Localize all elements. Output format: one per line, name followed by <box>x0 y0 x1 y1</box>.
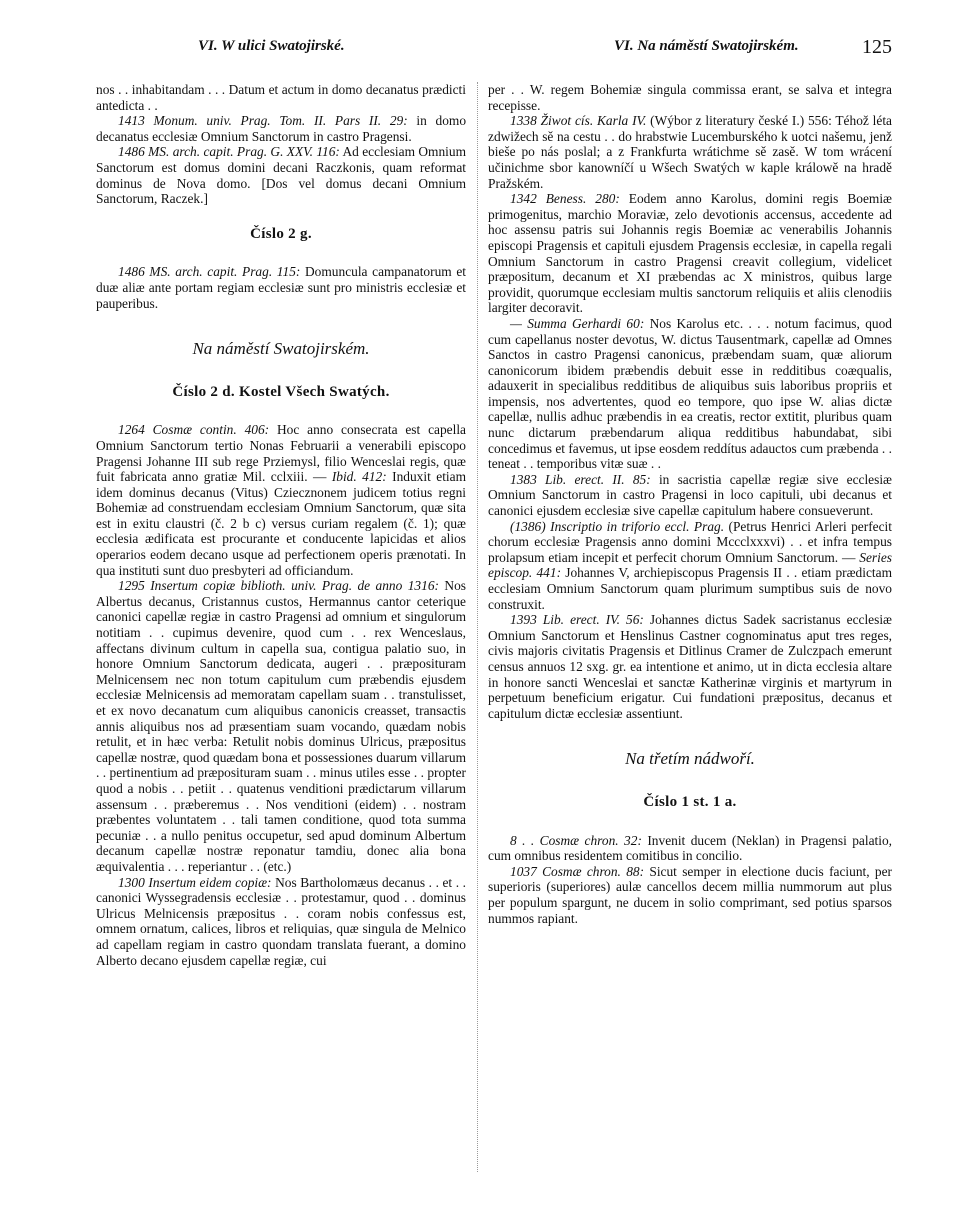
section-heading: Na třetím nádwoří. <box>625 749 755 769</box>
paragraph: 1300 Insertum eidem copiæ: Nos Bartholomæus decanus . . et . . canonici Wyssegradensis ecclesiæ . . protestamur, quod . . dominus Ulricus Melnicensis præpositus . . coram nobis confessus est, omnem ornatum, calices, libros et reliquias, quæ singula de Melnico ad capellam regiam in castro quondam translata fuerant, a domino Alberto decano ejusdem capellæ regiæ, cui <box>96 874 466 968</box>
paragraph: (1386) Inscriptio in triforio eccl. Prag. (Petrus Henrici Arleri perfecit chorum ecclesiæ Pragensis anno domini Mccclxxxvi) . . et infra tempus prolapsum etiam incepit et perfecit chorum Omnium Sanctorum. — Series episcop. 441: Johannes V, archiepiscopus Pragensis II . . etiam prædictam ecclesiam Omnium Sanctorum quam plurimum sumptibus suis de novo construxit. <box>488 518 892 612</box>
paragraph: per . . W. regem Bohemiæ singula commissa erant, se salva et integra recepisse. <box>488 82 892 113</box>
paragraph: 1383 Lib. erect. II. 85: in sacristia capellæ regiæ sive ecclesiæ Omnium Sanctorum in castro Pragensi in loco capituli, ubi decanus et canonici ejusdem ecclesiæ sive capellæ capitulum habere consueverunt. <box>488 471 892 519</box>
source-citation: (1386) Inscriptio in triforio eccl. Prag. <box>510 518 725 534</box>
source-citation: 1413 Monum. univ. Prag. Tom. II. Pars II. 29: <box>118 113 408 129</box>
page-number: 125 <box>862 36 892 58</box>
source-citation: 1486 MS. arch. capit. Prag. G. XXV. 116: <box>118 144 340 160</box>
left-column <box>96 82 466 968</box>
running-header-right: VI. Na náměstí Swatojirském. <box>614 38 799 54</box>
running-header-left: VI. W ulici Swatojirské. <box>198 38 345 54</box>
paragraph: 1037 Cosmæ chron. 88: Sicut semper in electione ducis faciunt, per superioris (superiores) aulæ cancellos decem millia nummorum aut plus per populum spargunt, ne ducem in solio comprimant, sed potius sparsos nummos rapiant. <box>488 863 892 926</box>
section-number-heading: Číslo 2 d. Kostel Všech Swatých. <box>172 383 390 400</box>
paragraph: 1486 MS. arch. capit. Prag. G. XXV. 116: Ad ecclesiam Omnium Sanctorum est domus domini decani Raczkonis, quam reformat dominus de Nova domo. [Dos vel domus decani Omnium Sanctorum, Raczek.] <box>96 144 466 207</box>
section-heading: Na náměstí Swatojirském. <box>192 339 370 359</box>
source-citation: 1383 Lib. erect. II. 85: <box>510 471 651 487</box>
paragraph: 1264 Cosmæ contin. 406: Hoc anno consecrata est capella Omnium Sanctorum tertio Nonas Februarii a venerabili episcopo Pragensi Johanne III sub rege Przіemysl, filio Wenceslai regis, quæ fuit fabricata anno gratiæ Mil. cclxiii. — Ibid. 412: Induxit etiam idem dominus decanus (Vitus) Cziecznonem judicem totius regni Bohemiæ ad construendam ecclesiam Omnium Sanctorum, quæ sita est in exitu claustri (č. 2 b c) versus curiam regalem (č. 1); quæ ecclesia ædificata est procurante et conducente lapicidas et alios operarios eodem decano usque ad perfectionem operis prænotati. In qua instituti sunt duo presbyteri ad officiandum. <box>96 422 466 578</box>
paragraph: 1342 Beness. 280: Eodem anno Karolus, domini regis Boemiæ primogenitus, marchio Moraviæ, zelo devotionis accensus, accedente ad hoc assensu patris sui Johannis regis Boemiæ ac venerabilis Johannis episcopi Pragensis et capituli ejusdem Pragensis ecclesiæ, in capella regali Omnium Sanctorum in castro Pragensi creavit collegium, videlicet præpositum, decanum et XI præbendas ac X ministros, quibus large providit, quorumque ecclesiam multis sanctorum reliquiis et aliis clenodiis largiter decoravit. <box>488 191 892 316</box>
source-citation: 8 . . Cosmæ chron. 32: <box>510 832 642 848</box>
source-citation: 1295 Insertum copiæ biblioth. univ. Prag. de anno 1316: <box>118 578 439 594</box>
right-column <box>488 82 892 926</box>
paragraph: 1413 Monum. univ. Prag. Tom. II. Pars II. 29: in domo decanatus ecclesiæ Omnium Sanctorum in castro Pragensi. <box>96 113 467 144</box>
paragraph: 1338 Žiwot cís. Karla IV. (Wýbor z literatury české I.) 556: Téhož léta zdwižech sě na cestu . . do hrabstwie Lucemburského k uotci našemu, jenž bieše po nás poslal; a z Frankfurta wrátichme sě zasě. W tom wrácení učinichme sbor kanowníčí u Wšech Swatých w kaple králowě na hradě Pražském. <box>488 113 892 191</box>
source-citation: 1338 Žiwot cís. Karla IV. <box>510 113 647 129</box>
paragraph: 1295 Insertum copiæ biblioth. univ. Prag. de anno 1316: Nos Albertus decanus, Cristannus custos, Hermannus cantor ceterique canonici capellæ regiæ in castro Pragensi ad omnium et singulorum notitiam . . cupimus devenire, quod cum . . rex Wenceslaus, affectans divinum cultum in capella sua, contigua palatio suo, in honore Omnium Sanctorum dedicata, augeri . . præposituram Melnicensem nec non totum capitulum cum præbendis ejusdem ecclesiæ Melnicensis ad memoratam capellam suam . . transtulisset, et ex novo decanatum cum aliquibus canonicis creasset, transactis annis aliquibus nos ad præsentiam suam vocando, quædam nobis retulit, et in hæc verba: Retulit nobis dominus Ulricus, præpositus capellæ nostræ, quod quædam bona et possessiones duarum villarum . . pertinentium ad præposituram suam . . minus utiles esse . . propter quod a nobis . . petiit . . quatenus venditioni prædictarum villarum assensum . . præberemus . . Nos venditioni (eidem) . . nostram præbentes voluntatem . . tali tamen conditione, quod tota summa pecuniæ . . a nullo penitus occupetur, sed apud dominum Albertum decanum capellæ nostræ reponatur tamdiu, donec alia bona æquivalentia . . . reperiantur . . (etc.) <box>96 578 466 874</box>
paragraph: 1393 Lib. erect. IV. 56: Johannes dictus Sadek sacristanus ecclesiæ Omnium Sanctorum et Henslinus Castner cognominatus aput tres reges, civis majoris civitatis Pragensis et Ditlinus Cramer de Zulczpach emerunt census annuos 12 sxg. gr. ea intentione et animo, ut in dicta ecclesia altare in honore sancti Wenceslai et sanctæ Katherinæ virginis et martyrum in perpetuum beneficium erigatur. Cui fundationi præpositus, decanus et capitulum dictæ ecclesiæ assentiunt. <box>488 612 892 721</box>
source-citation: — Summa Gerhardi 60: <box>510 315 645 331</box>
source-citation: 1393 Lib. erect. IV. 56: <box>510 612 644 628</box>
source-citation: 1264 Cosmæ contin. 406: <box>118 422 270 438</box>
paragraph: 8 . . Cosmæ chron. 32: Invenit ducem (Neklan) in Pragensi palatio, cum omnibus residentem comitibus in concilio. <box>488 832 892 864</box>
column-divider <box>477 82 478 1172</box>
source-citation: 1342 Beness. 280: <box>510 191 620 207</box>
source-citation: 1037 Cosmæ chron. 88: <box>510 863 645 879</box>
section-number-heading: Číslo 2 g. <box>250 225 312 242</box>
source-citation: 1486 MS. arch. capit. Prag. 115: <box>118 264 301 280</box>
source-citation: 1300 Insertum eidem copiæ: <box>118 874 272 890</box>
paragraph: 1486 MS. arch. capit. Prag. 115: Domuncula campanatorum et duæ aliæ ante portam regiam ecclesiæ sunt pro ministris ecclesiæ et pauperibus. <box>96 264 466 311</box>
source-citation: Series episcop. 441: <box>488 549 892 581</box>
paragraph: — Summa Gerhardi 60: Nos Karolus etc. . . . notum facimus, quod cum capellanus noster devotus, W. dictus Tausentmark, capellæ ad Omnes Sanctos in castro Pragensi canonicus, præbendam suam, quæ aliorum canonicorum ibidem præbendis debuit esse in redditibus coæqualis, adauxerit in specialibus redditibus de aliquibus suis laboribus propriis et impensis, nos advertentes, quod eo tempore, quo ipse W. alias dictæ capellæ, nullis adhuc præbendis in ea creatis, rector extitit, pluribus quam nunc dictarum præbendarum aliqua redditibus habundabat, sibi concedimus et favemus, ut ipse eosdem reddítus adauctos cum præbenda . . teneat . . temporibus vitæ suæ . . <box>488 315 892 472</box>
section-number-heading: Číslo 1 st. 1 a. <box>643 793 737 810</box>
source-citation: Ibid. 412: <box>331 469 387 485</box>
paragraph: nos . . inhabitandam . . . Datum et actum in domo decanatus prædicti antedicta . . <box>96 82 466 113</box>
